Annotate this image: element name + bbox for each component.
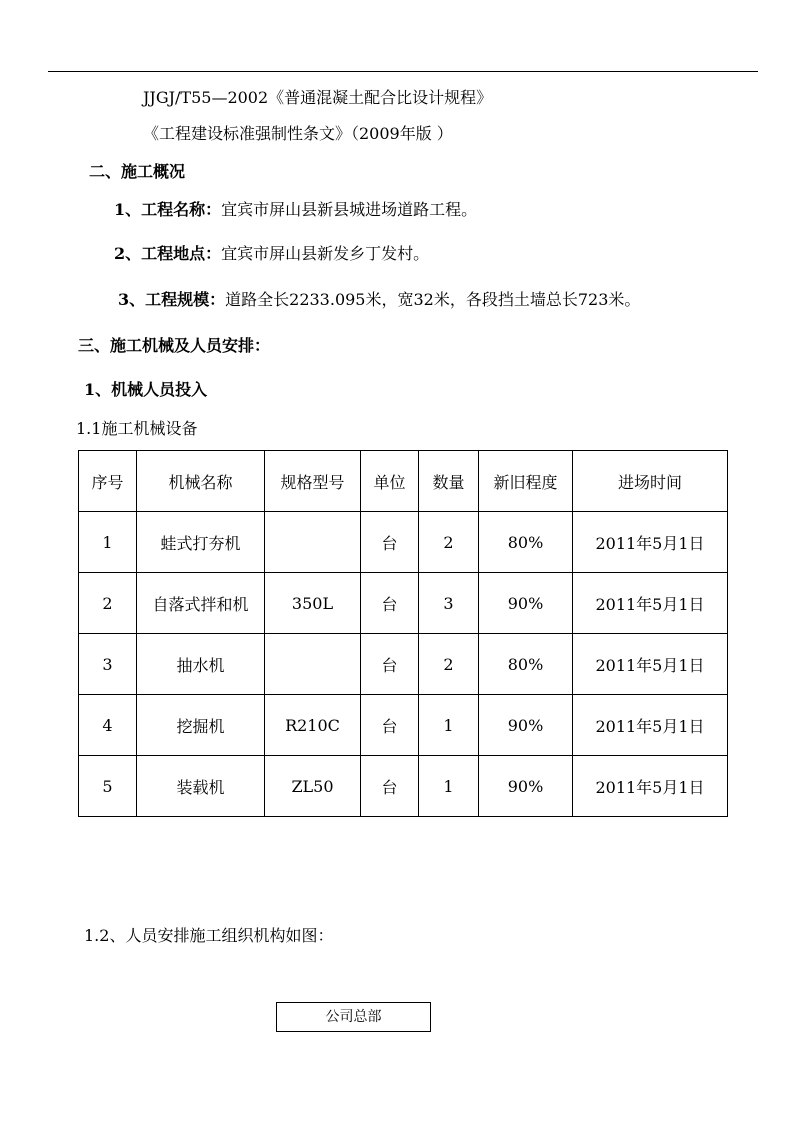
project-name-label: 1、工程名称： <box>114 200 222 219</box>
table-cell <box>265 512 361 573</box>
project-name-line <box>114 200 477 220</box>
table-cell: 1 <box>79 512 137 573</box>
table-cell: 2011年5月1日 <box>573 634 728 695</box>
table-cell: 2011年5月1日 <box>573 756 728 817</box>
project-scale-label: 3、工程规模： <box>118 290 226 309</box>
table-row <box>79 695 728 756</box>
table-cell: 1 <box>419 756 479 817</box>
table-cell: ZL50 <box>265 756 361 817</box>
header-cell: 新旧程度 <box>479 451 573 512</box>
equipment-table <box>78 450 728 817</box>
table-cell: 90% <box>479 695 573 756</box>
table-cell: 2 <box>79 573 137 634</box>
header-cell: 机械名称 <box>137 451 265 512</box>
table-cell: R210C <box>265 695 361 756</box>
table-cell: 2 <box>419 634 479 695</box>
table-cell: 80% <box>479 512 573 573</box>
table-cell: 5 <box>79 756 137 817</box>
table-cell: 蛙式打夯机 <box>137 512 265 573</box>
table-cell: 抽水机 <box>137 634 265 695</box>
project-scale-value: 道路全长2233.095米，宽32米，各段挡土墙总长723米。 <box>225 290 641 309</box>
table-cell: 80% <box>479 634 573 695</box>
header-cell: 进场时间 <box>573 451 728 512</box>
header-cell: 数量 <box>419 451 479 512</box>
table-cell: 3 <box>79 634 137 695</box>
table-cell: 装载机 <box>137 756 265 817</box>
table-cell: 台 <box>361 573 419 634</box>
reference-1: JJGJ/T55—2002《普通混凝土配合比设计规程》 <box>143 88 493 107</box>
table-row <box>79 512 728 573</box>
table-cell: 2 <box>419 512 479 573</box>
equipment-subheading: 1.1施工机械设备 <box>76 419 198 438</box>
table-cell: 4 <box>79 695 137 756</box>
section2-heading: 二、施工概况 <box>89 162 186 181</box>
header-cell: 规格型号 <box>265 451 361 512</box>
table-cell: 挖掘机 <box>137 695 265 756</box>
org-chart-headquarters-box: 公司总部 <box>276 1002 431 1032</box>
table-cell: 自落式拌和机 <box>137 573 265 634</box>
table-cell: 2011年5月1日 <box>573 573 728 634</box>
personnel-subheading: 1.2、人员安排施工组织机构如图： <box>84 926 334 945</box>
reference-2: 《工程建设标准强制性条文》（2009年版 ） <box>143 124 453 143</box>
project-name-value: 宜宾市屏山县新县城进场道路工程。 <box>221 200 478 219</box>
project-location-value: 宜宾市屏山县新发乡丁发村。 <box>221 244 430 263</box>
machinery-personnel-heading: 1、机械人员投入 <box>84 380 208 399</box>
table-cell: 90% <box>479 756 573 817</box>
table-cell: 台 <box>361 695 419 756</box>
header-rule <box>48 71 758 72</box>
section3-heading: 三、施工机械及人员安排： <box>78 336 271 355</box>
table-cell: 台 <box>361 756 419 817</box>
project-location-label: 2、工程地点： <box>114 244 222 263</box>
project-location-line <box>114 244 429 264</box>
table-row <box>79 634 728 695</box>
header-cell: 序号 <box>79 451 137 512</box>
table-cell: 2011年5月1日 <box>573 512 728 573</box>
table-header-row <box>79 451 728 512</box>
table-cell: 1 <box>419 695 479 756</box>
project-scale-line <box>118 290 640 310</box>
table-cell: 90% <box>479 573 573 634</box>
table-cell <box>265 634 361 695</box>
table-cell: 3 <box>419 573 479 634</box>
table-cell: 2011年5月1日 <box>573 695 728 756</box>
table-cell: 台 <box>361 512 419 573</box>
header-cell: 单位 <box>361 451 419 512</box>
table-cell: 台 <box>361 634 419 695</box>
table-cell: 350L <box>265 573 361 634</box>
table-row <box>79 573 728 634</box>
table-row <box>79 756 728 817</box>
